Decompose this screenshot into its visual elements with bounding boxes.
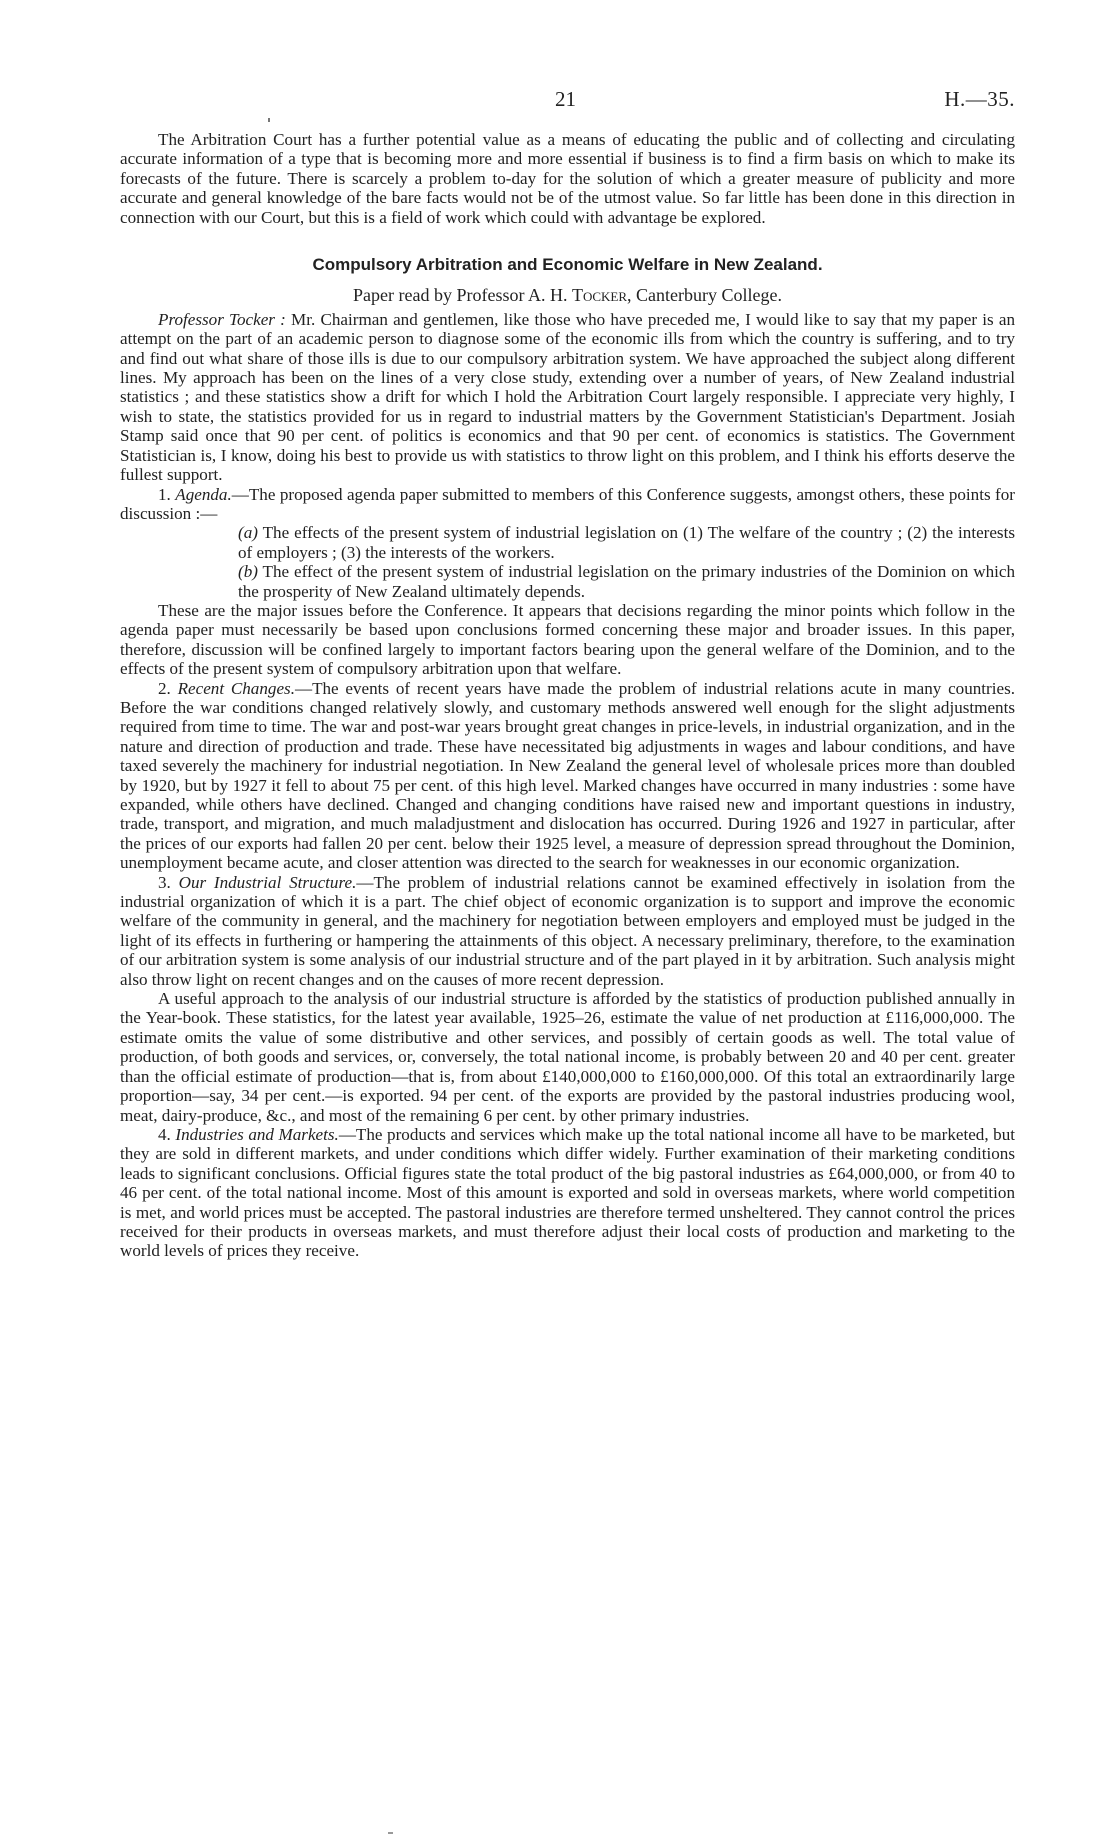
section-2-text: —The events of recent years have made the problem of industrial relations acute in many countries. Before the war conditions changed relatively slowly, and customary methods answered well enough for the slight adjustments required from time to time. The war and post-war years brought great changes in price-levels, in industrial organization, and in the nature and direction of production and trade. These have necessitated big adjustments in wages and labour conditions, and have taxed severely the machinery for industrial negotiation. In New Zealand the general level of wholesale prices more than doubled by 1920, but by 1927 it fell to about 75 per cent. of this high level. Marked changes have occurred in many industries : some have expanded, while others have declined. Changed and changing conditions have raised new and important questions in industry, trade, transport, and migration, and much maladjustment and dislocation has occurred. During 1926 and 1927 in particular, after the prices of our exports had fallen 20 per cent. below their 1925 level, a measure of depression spread throughout the Dominion, unemployment became acute, and closer attention was directed to the search for weaknesses in our economic organization. [120,678,1015,873]
agenda-item-a-label: (a) [238,523,258,543]
print-mark-bottom [388,1832,393,1834]
section-4-title: Industries and Markets. [175,1124,339,1144]
agenda-item-b [238,562,1015,601]
agenda-item-a [238,523,1015,562]
agenda-list [120,523,1015,601]
opening-text: Mr. Chairman and gentlemen, like those who have preceded me, I would like to say that my paper is an attempt on the part of an academic person to diagnose some of the economic ills from which the country is suffering, and to try and find out what share of those ills is due to our compulsory arbitration system. We have approached the subject along different lines. My approach has been on the lines of a very close study, extending over a number of years, of New Zealand industrial statistics ; and these statistics show a drift for which I hold the Arbitration Court largely responsible. I appreciate very highly, I wish to state, the statistics provided for us in regard to industrial matters by the Government Statistician's Department. Josiah Stamp said once that 90 per cent. of politics is economics and that 90 per cent. of economics is statistics. The Government Statistician is, I know, doing his best to provide us with statistics to throw light on this problem, and I think his efforts deserve the fullest support. [120,309,1015,485]
agenda-item-b-label: (b) [238,562,258,582]
section-3-title: Our Industrial Structure. [178,872,357,892]
section-2-title: Recent Changes. [177,678,295,698]
section-1-number: 1. [158,484,176,504]
section-1-paragraph [120,485,1015,524]
section-3-text: —The problem of industrial relations cannot be examined effectively in isolation from the industrial organization of which it is a part. The chief object of economic organization is to support and improve the economic welfare of the community in general, and the machinery for negotiation between employers and employed must be judged in the light of its effects in furthering or hampering the attainments of this object. A necessary preliminary, therefore, to the examination of our arbitration system is some analysis of our industrial structure and of the part played in it by arbitration. Such analysis might also throw light on recent changes and on the causes of more recent depression. [120,872,1016,989]
section-2-paragraph [120,679,1015,873]
agenda-item-a-text: The effects of the present system of industrial legislation on (1) The welfare of the country ; (2) the interests of employers ; (3) the interests of the workers. [238,523,1015,562]
section-1-title: Agenda. [175,484,232,504]
author-name: Tocker [571,285,628,306]
page-number: 21 [555,87,576,111]
byline-suffix: , Canterbury College. [627,285,782,306]
section-4-paragraph [120,1125,1015,1261]
section-3-follow-paragraph: A useful approach to the analysis of our industrial structure is afforded by the statistics of production published annually in the Year-book. These statistics, for the latest year available, 1925–26, estimate the value of net production at £116,000,000. The estimate omits the value of some distributive and other services, and possibly of certain goods as well. The total value of production, of both goods and services, or, conversely, the total national income, is probably between 20 and 40 per cent. greater than the official estimate of production—that is, from about £140,000,000 to £160,000,000. Of this total an extraordinarily large proportion—say, 34 per cent.—is exported. 94 per cent. of the exports are provided by the pastoral industries producing wool, meat, dairy-produce, &c., and most of the remaining 6 per cent. by other primary industries. [120,989,1015,1125]
page-header [120,87,1015,130]
intro-paragraph: The Arbitration Court has a further potential value as a means of educating the public and of collecting and circulating accurate information of a type that is becoming more and more essential if business is to find a firm basis on which to make its forecasts of the future. There is scarcely a problem to-day for the solution of which a greater measure of publicity and more accurate and general knowledge of the bare facts would not be of the utmost value. So far little has been done in this direction in connection with our Court, but this is a field of work which could with advantage be explored. [120,130,1015,227]
section-1-follow-paragraph: These are the major issues before the Conference. It appears that decisions regarding the minor points which follow in the agenda paper must necessarily be based upon conclusions formed concerning these major and broader issues. In this paper, therefore, discussion will be confined largely to important factors bearing upon the general welfare of the Dominion, and to the effects of the present system of compulsory arbitration upon that welfare. [120,600,1015,679]
section-3-paragraph [120,873,1015,989]
agenda-item-b-text: The effect of the present system of industrial legislation on the primary industries of the Dominion on which the prosperity of New Zealand ultimately depends. [238,562,1015,601]
opening-paragraph [120,310,1015,485]
section-4-text: —The products and services which make up the total national income all have to be marketed, but they are sold in different markets, and under conditions which differ widely. Further examination of their marketing conditions leads to significant conclusions. Official figures state the total product of the big pastoral industries as £64,000,000, or from 40 to 46 per cent. of the total national income. Most of this amount is exported and sold in overseas markets, where world competition is met, and world prices must be accepted. The pastoral industries are therefore termed unsheltered. They cannot control the prices received for their products in overseas markets, and must therefore adjust their local costs of production and marketing to the world levels of prices they receive. [120,1124,1016,1261]
section-3-number: 3. [158,872,179,892]
section-4-number: 4. [158,1124,176,1144]
speaker-label: Professor Tocker : [158,309,286,329]
section-2-number: 2. [158,678,178,698]
byline-prefix: Paper read by Professor A. H. [353,285,572,306]
section-1-text: —The proposed agenda paper submitted to members of this Conference suggests, amongst others, these points for discussion :— [120,484,1015,523]
section-heading: Compulsory Arbitration and Economic Welfare in New Zealand. [312,255,823,275]
document-page [120,87,1016,1261]
document-reference: H.—35. [944,87,1015,111]
byline [120,286,1015,305]
